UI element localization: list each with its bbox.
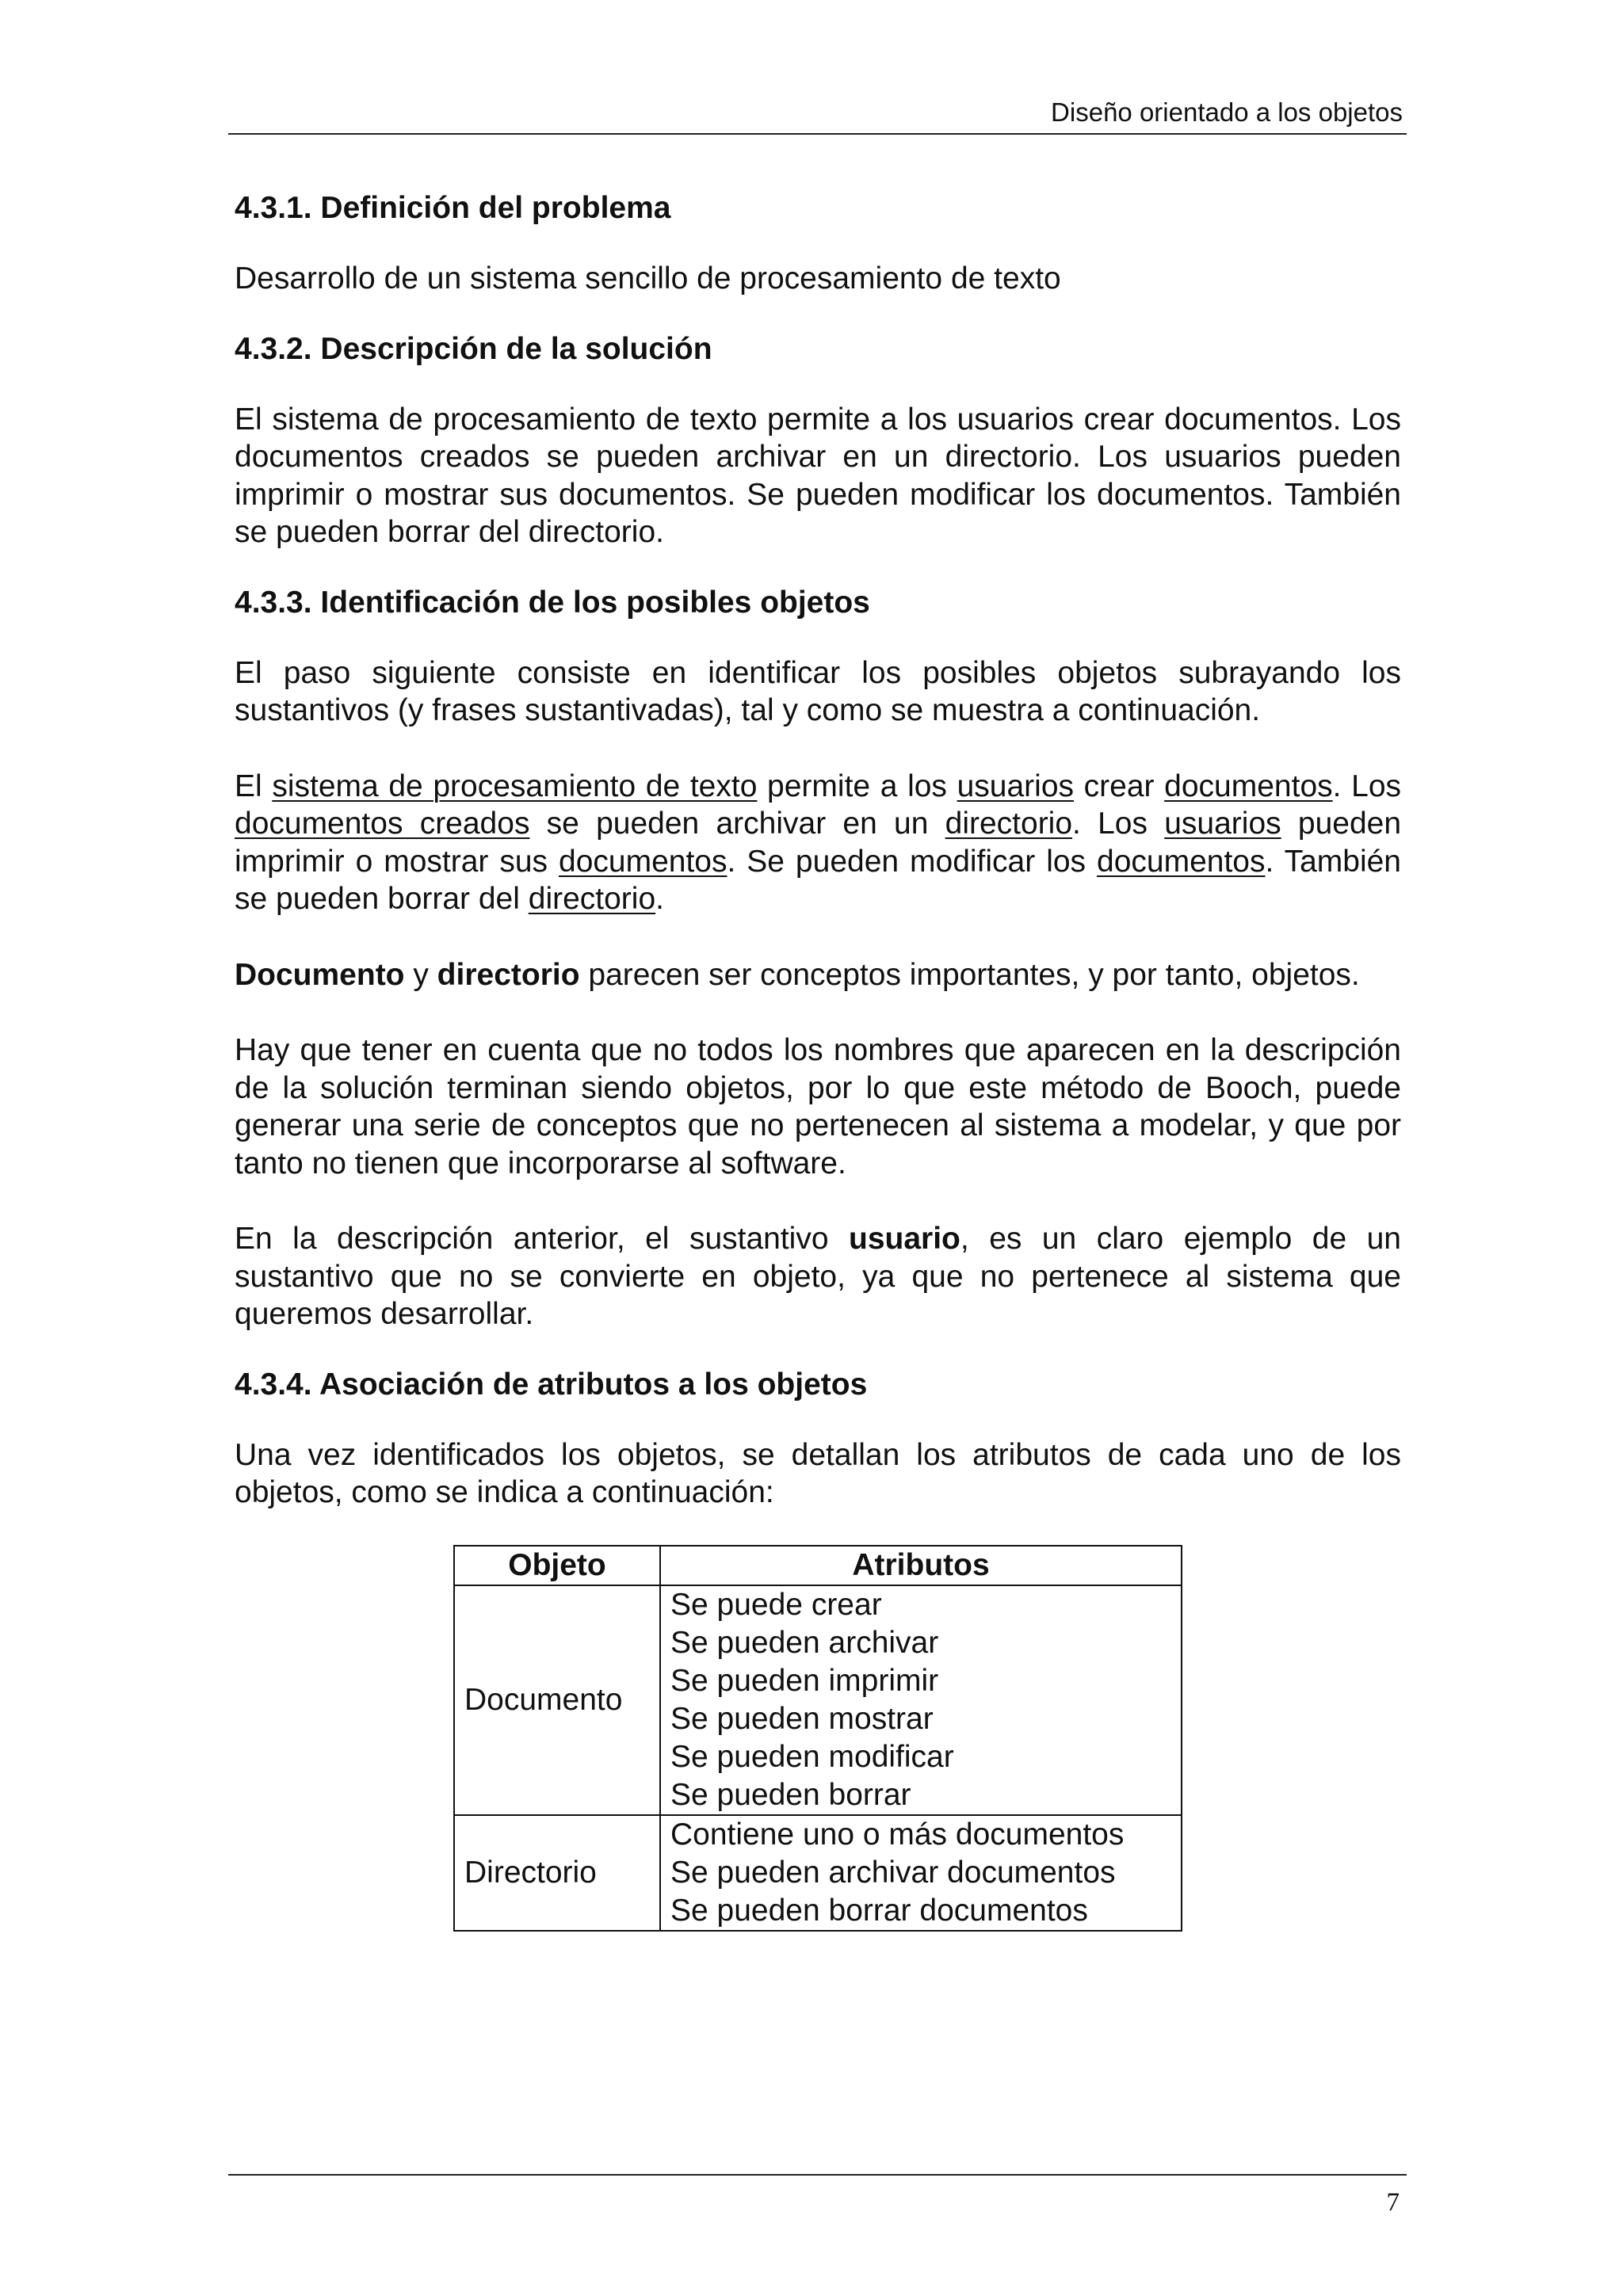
attribute-item: Se pueden archivar bbox=[670, 1625, 939, 1660]
table-row bbox=[454, 1585, 1182, 1815]
attributes-table bbox=[453, 1545, 1182, 1932]
attribute-item: Se pueden mostrar bbox=[670, 1701, 934, 1736]
section-title-4-3-2: 4.3.2. Descripción de la solución bbox=[235, 331, 712, 366]
text-run: y bbox=[404, 957, 437, 992]
underlined-noun: directorio bbox=[528, 882, 656, 916]
column-header-objeto: Objeto bbox=[454, 1546, 660, 1585]
section-4-3-2-text: El sistema de procesamiento de texto permite a los usuarios crear documentos. Los documentos creados se pueden archivar en un directorio. Los usuarios pueden imprimir o mostrar sus documentos. Se pueden modificar los documentos. También se pueden borrar del directorio. bbox=[235, 402, 1401, 549]
attribute-item: Contiene uno o más documentos bbox=[670, 1817, 1125, 1852]
underlined-noun: documentos bbox=[1097, 844, 1266, 879]
text-run: crear bbox=[1074, 769, 1165, 803]
attribute-item: Se pueden archivar documentos bbox=[670, 1855, 1116, 1890]
text-run: parecen ser conceptos importantes, y por tanto, objetos. bbox=[579, 957, 1360, 992]
attribute-item: Se pueden modificar bbox=[670, 1739, 954, 1774]
text-run: . Los bbox=[1332, 769, 1402, 803]
underlined-noun: documentos bbox=[1164, 769, 1333, 803]
underlined-noun: sistema de procesamiento de texto bbox=[272, 769, 758, 803]
section-4-3-4-text: Una vez identificados los objetos, se detallan los atributos de cada uno de los objetos, como se indica a continuación: bbox=[235, 1437, 1401, 1509]
table-header-row bbox=[454, 1546, 1182, 1585]
header-rule bbox=[228, 133, 1407, 135]
text-run: , es un claro ejemplo de un sustantivo que no se convierte en objeto, ya que no pertenece al sistema que queremos desarrollar. bbox=[235, 1222, 1401, 1331]
object-cell: Documento bbox=[454, 1585, 660, 1815]
underlined-noun: directorio bbox=[945, 807, 1073, 841]
important-concepts-paragraph bbox=[235, 956, 1401, 994]
text-run: El bbox=[235, 769, 273, 803]
text-run: . bbox=[655, 882, 664, 916]
table-row bbox=[454, 1815, 1182, 1931]
section-title-4-3-4: 4.3.4. Asociación de atributos a los objetos bbox=[235, 1367, 868, 1402]
text-run: permite a los bbox=[757, 769, 957, 803]
usuario-paragraph bbox=[235, 1220, 1401, 1333]
section-4-3-3-intro: El paso siguiente consiste en identificar los posibles objetos subrayando los sustantivos (y frases sustantivadas), tal y como se muestra a continuación. bbox=[235, 655, 1401, 727]
underlined-noun: documentos bbox=[559, 844, 727, 879]
attribute-item: Se puede crear bbox=[670, 1587, 882, 1622]
attribute-item: Se pueden imprimir bbox=[670, 1663, 939, 1698]
attribute-item: Se pueden borrar bbox=[670, 1777, 911, 1812]
text-run: En la descripción anterior, el sustantivo bbox=[235, 1222, 850, 1256]
underlined-paragraph bbox=[235, 768, 1401, 918]
attribute-item: Se pueden borrar documentos bbox=[670, 1893, 1088, 1928]
text-run: . Los bbox=[1072, 807, 1165, 841]
section-title-4-3-1: 4.3.1. Definición del problema bbox=[235, 191, 671, 225]
bold-term: directorio bbox=[437, 957, 580, 992]
attributes-cell bbox=[660, 1585, 1182, 1815]
column-header-atributos: Atributos bbox=[660, 1546, 1182, 1585]
underlined-noun: usuarios bbox=[957, 769, 1075, 803]
underlined-noun: usuarios bbox=[1164, 807, 1281, 841]
underlined-noun: documentos creados bbox=[235, 807, 530, 841]
footer-rule bbox=[228, 2174, 1407, 2176]
text-run: . También se pueden borrar del bbox=[235, 844, 1401, 916]
running-header: Diseño orientado a los objetos bbox=[1051, 97, 1403, 127]
section-title-4-3-3: 4.3.3. Identificación de los posibles objetos bbox=[235, 585, 870, 620]
object-cell: Directorio bbox=[454, 1815, 660, 1931]
page-body bbox=[235, 190, 1401, 1932]
booch-note-paragraph: Hay que tener en cuenta que no todos los nombres que aparecen en la descripción de la solución terminan siendo objetos, por lo que este método de Booch, puede generar una serie de conceptos que no pertenecen al sistema a modelar, y que por tanto no tienen que incorporarse al software. bbox=[235, 1033, 1401, 1180]
bold-term: usuario bbox=[849, 1222, 960, 1256]
page-number: 7 bbox=[1386, 2188, 1400, 2217]
bold-term: Documento bbox=[235, 957, 405, 992]
section-4-3-1-text: Desarrollo de un sistema sencillo de procesamiento de texto bbox=[235, 261, 1061, 296]
text-run: . Se pueden modificar los bbox=[727, 844, 1098, 879]
text-run: pueden imprimir o mostrar sus bbox=[235, 807, 1402, 879]
text-run: se pueden archivar en un bbox=[529, 807, 945, 841]
attributes-cell bbox=[660, 1815, 1182, 1931]
